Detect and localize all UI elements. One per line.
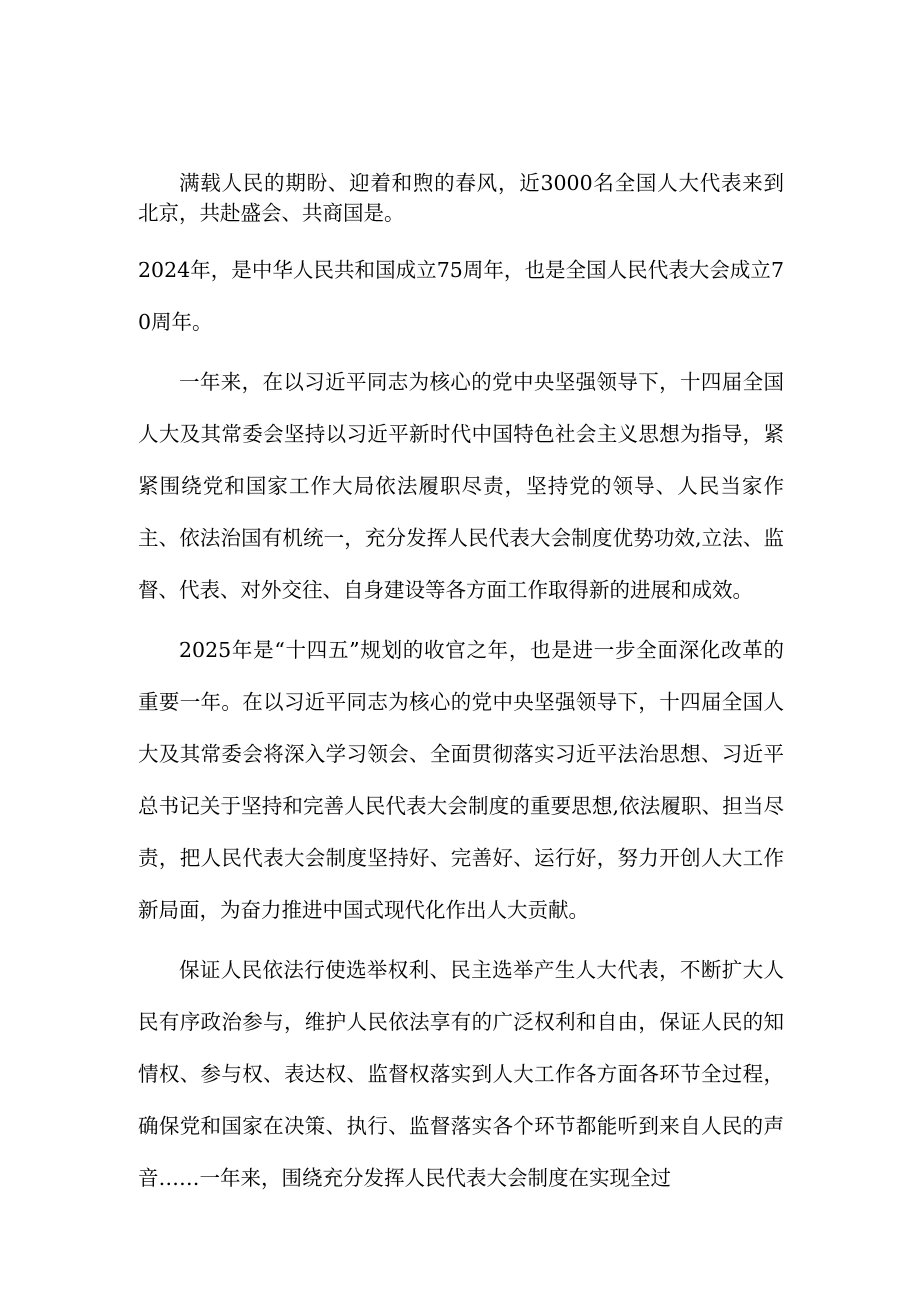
paragraph-3: 一年来，在以习近平同志为核心的党中央坚强领导下，十四届全国人大及其常委会坚持以习近平新时代中国特色社会主义思想为指导，紧紧围绕党和国家工作大局依法履职尽责，坚持党的领导、人民当家作主、依法治国有机统一，充分发挥人民代表大会制度优势功效,立法、监督、代表、对外交往、自身建设等各方面工作取得新的进展和成效。: [138, 370, 784, 602]
document-body: [138, 168, 784, 1212]
paragraph-4: 2025年是“十四五”规划的收官之年，也是进一步全面深化改革的重要一年。在以习近平同志为核心的党中央坚强领导下，十四届全国人大及其常委会将深入学习领会、全面贯彻落实习近平法治思想、习近平总书记关于坚持和完善人民代表大会制度的重要思想,依法履职、担当尽责，把人民代表大会制度坚持好、完善好、运行好，努力开创人大工作新局面，为奋力推进中国式现代化作出人大贡献。: [138, 638, 784, 922]
paragraph-2: 2024年，是中华人民共和国成立75周年，也是全国人民代表大会成立70周年。: [138, 258, 784, 334]
paragraph-5: 保证人民依法行使选举权利、民主选举产生人大代表，不断扩大人民有序政治参与，维护人民依法享有的广泛权利和自由，保证人民的知情权、参与权、表达权、监督权落实到人大工作各方面各环节全过程，确保党和国家在决策、执行、监督落实各个环节都能听到来自人民的声音……一年来，围绕充分发挥人民代表大会制度在实现全过: [138, 958, 784, 1190]
paragraph-1: 满载人民的期盼、迎着和煦的春风，近3000名全国人大代表来到北京，共赴盛会、共商国是。: [138, 171, 784, 225]
